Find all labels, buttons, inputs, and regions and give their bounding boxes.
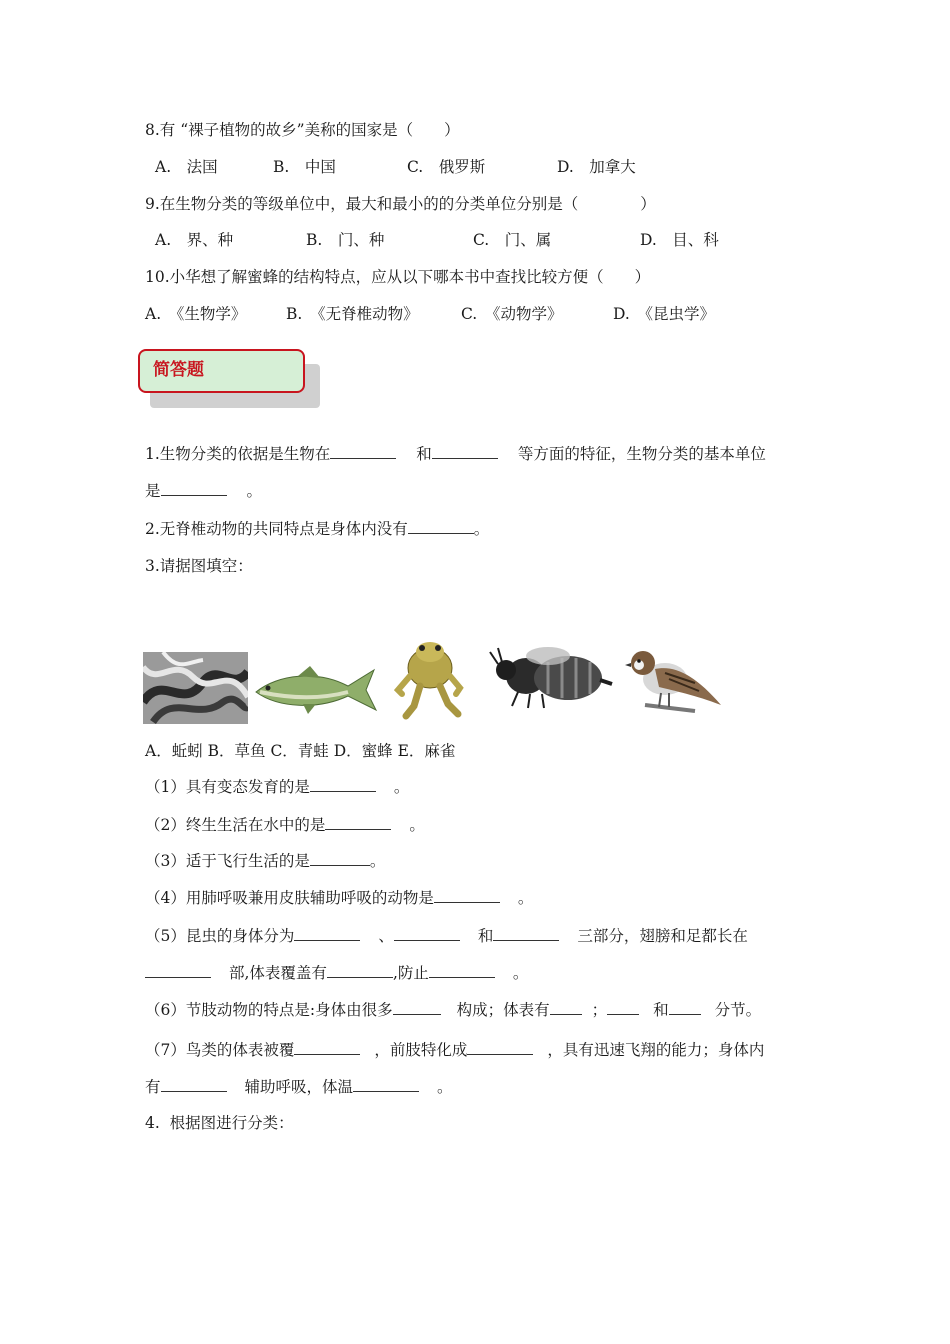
p4-text-b: 。 xyxy=(517,889,534,907)
sparrow-picture xyxy=(625,643,725,718)
blank[interactable] xyxy=(432,444,498,459)
p5-text-f: ,防止 xyxy=(392,964,429,982)
blank[interactable] xyxy=(493,926,559,941)
blank[interactable] xyxy=(294,1040,360,1055)
p2-text-b: 。 xyxy=(409,816,425,834)
p7-text-a: （7）鸟类的体表被覆 xyxy=(145,1041,295,1059)
question-10-stem: 10.小华想了解蜜蜂的结构特点，应从以下哪本书中查找比较方便（ ） xyxy=(145,268,651,286)
sub-question-7-line1 xyxy=(145,1040,764,1060)
p5-text-d: 三部分，翅膀和足都长在 xyxy=(577,927,748,945)
p6-text-a: （6）节肢动物的特点是:身体由很多 xyxy=(145,1001,393,1019)
q9-option-a: A. 界、种 xyxy=(155,231,234,249)
p5-text-e: 部,体表覆盖有 xyxy=(229,964,327,982)
sub-question-5-line2 xyxy=(145,963,528,983)
p2-text-a: （2）终生生活在水中的是 xyxy=(145,816,326,834)
q10-option-a: A. 《生物学》 xyxy=(145,305,247,323)
p7-text-e: 辅助呼吸，体温 xyxy=(244,1078,354,1096)
blank[interactable] xyxy=(161,481,227,496)
q8-option-d: D. 加拿大 xyxy=(557,158,636,176)
blank[interactable] xyxy=(325,815,391,830)
earthworm-picture xyxy=(143,652,248,724)
p4-text-a: （4）用肺呼吸兼用皮肤辅助呼吸的动物是 xyxy=(145,889,434,907)
blank[interactable] xyxy=(429,963,495,978)
blank[interactable] xyxy=(145,963,211,978)
blank[interactable] xyxy=(408,519,474,534)
p7-text-d: 有 xyxy=(145,1078,161,1096)
p3-text-a: （3）适于飞行生活的是 xyxy=(145,852,310,870)
s1-text-b: 和 xyxy=(416,445,432,463)
grass-carp-picture xyxy=(248,658,378,718)
short-answer-1-line2 xyxy=(145,481,262,501)
frog-picture xyxy=(392,630,467,720)
blank[interactable] xyxy=(161,1077,227,1092)
animal-labels: A．蚯蚓 B．草鱼 C．青蛙 D．蜜蜂 E．麻雀 xyxy=(145,742,456,760)
q10-option-b: B. 《无脊椎动物》 xyxy=(286,305,419,323)
p5-text-b: 、 xyxy=(378,927,394,945)
blank[interactable] xyxy=(310,777,376,792)
p1-text-a: （1）具有变态发育的是 xyxy=(145,778,310,796)
blank[interactable] xyxy=(294,926,360,941)
blank[interactable] xyxy=(550,1000,582,1015)
p7-text-f: 。 xyxy=(437,1078,453,1096)
q8-option-a: A. 法国 xyxy=(155,158,218,176)
blank[interactable] xyxy=(434,888,500,903)
section-title: 简答题 xyxy=(153,360,204,380)
p6-text-c: ； xyxy=(591,1001,608,1019)
short-answer-4-title: 4. 根据图进行分类： xyxy=(145,1114,294,1132)
sub-question-2 xyxy=(145,815,425,835)
q10-option-c: C. 《动物学》 xyxy=(461,305,563,323)
s1-text-c: 等方面的特征，生物分类的基本单位 xyxy=(517,445,766,463)
blank[interactable] xyxy=(310,851,370,866)
blank[interactable] xyxy=(394,926,460,941)
p3-text-b: 。 xyxy=(369,852,386,870)
blank[interactable] xyxy=(330,444,396,459)
s1-text-e: 。 xyxy=(246,482,263,500)
section-header xyxy=(138,349,305,393)
short-answer-3-title: 3.请据图填空： xyxy=(145,557,253,575)
p6-text-b: 构成；体表有 xyxy=(456,1001,550,1019)
p1-text-b: 。 xyxy=(393,778,410,796)
q8-option-c: C. 俄罗斯 xyxy=(407,158,486,176)
p5-text-a: （5）昆虫的身体分为 xyxy=(145,927,295,945)
question-8-stem: 8.有 “裸子植物的故乡”美称的国家是（ ） xyxy=(145,121,460,139)
q10-option-d: D. 《昆虫学》 xyxy=(613,305,716,323)
p5-text-c: 和 xyxy=(477,927,494,945)
sub-question-5-line1 xyxy=(145,926,748,946)
sub-question-1 xyxy=(145,777,409,797)
sub-question-3 xyxy=(145,851,385,871)
q9-option-d: D. 目、科 xyxy=(640,231,719,249)
s1-text-d: 是 xyxy=(145,482,161,500)
bee-picture xyxy=(488,640,618,710)
sub-question-4 xyxy=(145,888,533,908)
short-answer-1-line1 xyxy=(145,444,766,464)
q9-option-c: C. 门、属 xyxy=(473,231,552,249)
q8-option-b: B. 中国 xyxy=(273,158,336,176)
blank[interactable] xyxy=(669,1000,701,1015)
blank[interactable] xyxy=(353,1077,419,1092)
s2-text-a: 2.无脊椎动物的共同特点是身体内没有 xyxy=(145,520,408,538)
sub-question-7-line2 xyxy=(145,1077,453,1097)
s1-text-a: 1.生物分类的依据是生物在 xyxy=(145,445,331,463)
p7-text-b: ，前肢特化成 xyxy=(374,1041,468,1059)
s2-text-b: 。 xyxy=(473,520,490,538)
p6-text-e: 分节。 xyxy=(714,1001,762,1019)
blank[interactable] xyxy=(467,1040,533,1055)
q9-option-b: B. 门、种 xyxy=(306,231,385,249)
question-9-stem: 9.在生物分类的等级单位中，最大和最小的的分类单位分别是（ ） xyxy=(145,195,656,213)
blank[interactable] xyxy=(607,1000,639,1015)
sub-question-6 xyxy=(145,1000,761,1020)
blank[interactable] xyxy=(327,963,393,978)
short-answer-2 xyxy=(145,519,489,539)
p5-text-g: 。 xyxy=(512,964,529,982)
p6-text-d: 和 xyxy=(653,1001,669,1019)
blank[interactable] xyxy=(393,1000,441,1015)
p7-text-c: ，具有迅速飞翔的能力；身体内 xyxy=(547,1041,765,1059)
